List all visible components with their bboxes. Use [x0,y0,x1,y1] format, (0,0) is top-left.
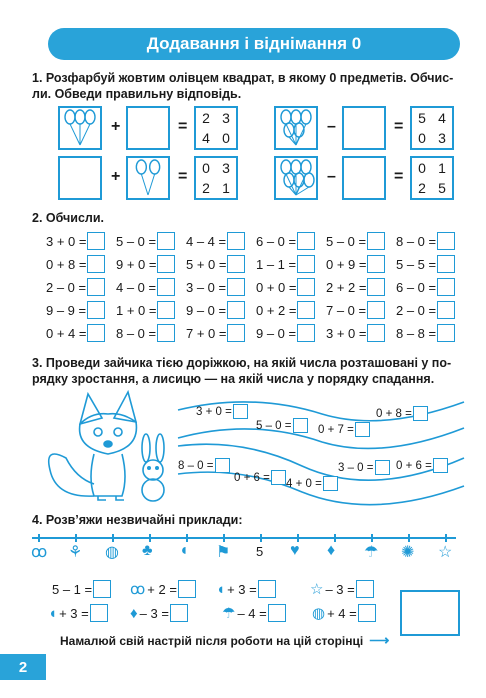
task1-answer-option[interactable]: 0 [418,130,426,146]
task2-example [396,255,455,273]
task3-expression: 3 – 0 = [338,461,374,474]
task2-expression: 0 + 9 = [326,256,367,272]
task3-expression: 0 + 8 = [376,407,412,420]
task1-answer-box [410,156,454,200]
task3-expression: 4 + 0 = [286,477,322,490]
number-line-tick [371,534,373,542]
task1-answer-option[interactable]: 0 [222,130,230,146]
task2-expression: 0 + 2 = [256,302,297,318]
task2-example [256,301,315,319]
task2-expression: 0 + 8 = [46,256,87,272]
task4-example [312,604,376,622]
task2-example [186,255,245,273]
task2-expression: 2 – 0 = [46,279,87,295]
task1-right-box[interactable] [342,156,386,200]
task2-answer-box[interactable] [367,301,385,319]
task2-example [46,278,105,296]
task1-answer-option[interactable]: 1 [222,180,230,196]
task3-answer-box[interactable] [375,460,390,475]
page-number [0,654,46,680]
task2-answer-box[interactable] [227,324,245,342]
task4-expression: – 4 = [237,605,267,621]
task2-answer-box[interactable] [227,301,245,319]
task1-answer-option[interactable]: 0 [418,160,426,176]
fox-and-bunny-illustration [36,388,186,506]
task2-answer-box[interactable] [157,278,175,296]
task1-operator: – [327,168,336,185]
task1-answer-option[interactable]: 3 [438,130,446,146]
task2-answer-box[interactable] [157,301,175,319]
task2-answer-box[interactable] [227,255,245,273]
task3-answer-box[interactable] [323,476,338,491]
task2-expression: 7 – 0 = [326,302,367,318]
task4-answer-box[interactable] [170,604,188,622]
task1-equals: = [178,118,188,135]
ladybug-icon: ✺ [401,544,415,561]
task2-example [396,324,455,342]
task3-answer-box[interactable] [271,470,286,485]
number-line-tick [186,534,188,542]
task2-answer-box[interactable] [87,301,105,319]
task2-answer-box[interactable] [87,278,105,296]
task2-expression: 9 – 9 = [46,302,87,318]
task2-answer-box[interactable] [87,232,105,250]
task3-answer-box[interactable] [413,406,428,421]
task2-answer-box[interactable] [157,324,175,342]
task2-answer-box[interactable] [367,324,385,342]
task2-example [46,255,105,273]
task2-example [326,278,385,296]
task1-operator: + [111,168,121,185]
task2-answer-box[interactable] [367,278,385,296]
number-line-label: 5 [256,544,264,559]
task4-example [216,580,276,598]
task2-expression: 8 – 0 = [116,325,157,341]
task3-path1-example [196,404,248,419]
task3-path1-example [256,418,308,433]
mood-drawing-box[interactable] [400,590,460,636]
task3-instruction [32,355,472,387]
task2-expression: 5 + 0 = [186,256,227,272]
task2-expression: 9 – 0 = [256,325,297,341]
task4-instruction: 4. Розв’яжи незвичайні приклади: [32,513,243,527]
task4-example [52,580,111,598]
task2-expression: 8 – 8 = [396,325,437,341]
task3-expression: 8 – 0 = [178,459,214,472]
task3-expression: 3 + 0 = [196,405,232,418]
task4-answer-box[interactable] [268,604,286,622]
task2-answer-box[interactable] [367,255,385,273]
mushroom-icon: ☂ [222,605,236,622]
task1-operator: + [111,118,121,135]
bunny-icon [142,434,164,501]
flag-icon: ⚑ [216,544,231,561]
task2-example [396,278,455,296]
task2-example [46,301,105,319]
heart-icon: ♥ [290,542,300,559]
task3-answer-box[interactable] [215,458,230,473]
task3-path1-example [376,406,428,421]
task4-example [130,580,196,598]
number-line-tick [112,534,114,542]
strawberry-icon: ♦ [130,604,138,622]
page-number-text: 2 [18,658,28,676]
page-title [48,28,460,60]
task2-expression: 4 – 0 = [116,279,157,295]
task2-example [116,255,175,273]
task2-answer-box[interactable] [157,232,175,250]
clover-icon: ♣ [142,542,153,559]
task3-answer-box[interactable] [293,418,308,433]
task1-answer-option[interactable]: 0 [202,160,210,176]
task3-expression: 0 + 6 = [234,471,270,484]
task2-expression: 5 – 0 = [326,233,367,249]
task2-answer-box[interactable] [367,232,385,250]
mushroom-icon: ☂ [364,544,379,561]
task1-answer-option[interactable]: 5 [438,180,446,196]
cherry-icon: ꝏ [31,544,48,561]
balloons-icon [128,158,168,198]
task3-expression: 0 + 6 = [396,459,432,472]
task1-instruction [32,70,472,102]
number-line-tick [408,534,410,542]
task2-expression: 7 + 0 = [186,325,227,341]
pear-icon: ◖ [216,580,226,598]
task3-answer-box[interactable] [233,404,248,419]
task2-example [186,278,245,296]
task2-answer-box[interactable] [297,255,315,273]
task1-answer-option[interactable]: 4 [438,110,446,126]
task2-example [256,324,315,342]
pear-icon: ◖ [48,604,58,622]
task2-answer-box[interactable] [87,324,105,342]
task2-expression: 4 – 4 = [186,233,227,249]
task3-answer-box[interactable] [433,458,448,473]
number-line-tick [223,534,225,542]
task1-answer-option[interactable]: 2 [202,110,210,126]
apple-icon: ◍ [105,544,119,561]
task2-expression: 6 – 0 = [396,279,437,295]
task1-answer-option[interactable]: 4 [202,130,210,146]
task2-example [116,232,175,250]
task2-expression: 5 – 0 = [116,233,157,249]
task2-example [256,255,315,273]
task3-answer-box[interactable] [355,422,370,437]
task2-example [256,278,315,296]
task1-answer-option[interactable]: 1 [438,160,446,176]
task1-answer-box [194,106,238,150]
task2-expression: 9 + 0 = [116,256,157,272]
task3-path2-example [178,458,230,473]
mood-text-row [60,632,389,649]
number-line-tick [445,534,447,542]
apple-icon: ◍ [312,605,326,622]
task2-answer-box[interactable] [437,278,455,296]
task1-equals: = [394,118,404,135]
number-line-tick [149,534,151,542]
task4-answer-box[interactable] [93,580,111,598]
task2-example [186,301,245,319]
task2-example [256,232,315,250]
task2-expression: 2 + 2 = [326,279,367,295]
task2-expression: 3 – 0 = [186,279,227,295]
task2-answer-box[interactable] [297,301,315,319]
task2-expression: 2 – 0 = [396,302,437,318]
number-line-tick [75,534,77,542]
task3-path2-example [234,470,286,485]
task2-expression: 8 – 0 = [396,233,437,249]
task2-example [186,232,245,250]
task1-right-box[interactable] [342,106,386,150]
task2-expression: 9 – 0 = [186,302,227,318]
tulip-icon: ⚘ [68,544,83,561]
task2-example [186,324,245,342]
task1-answer-option[interactable]: 5 [418,110,426,126]
task4-expression: + 2 = [147,581,177,597]
task2-expression: 1 – 1 = [256,256,297,272]
task2-example [396,232,455,250]
balloons-icon [276,108,316,148]
task2-example [116,278,175,296]
task2-example [46,232,105,250]
task3-expression: 0 + 7 = [318,423,354,436]
number-line-tick [260,534,262,542]
task2-answer-box[interactable] [297,278,315,296]
task1-left-box[interactable] [58,156,102,200]
number-line-tick [297,534,299,542]
task2-answer-box[interactable] [437,301,455,319]
task1-operator: – [327,118,336,135]
task4-answer-box[interactable] [356,580,374,598]
task1-equals: = [178,168,188,185]
task1-answer-box [194,156,238,200]
task1-answer-box [410,106,454,150]
task2-example [396,301,455,319]
task1-answer-option[interactable]: 2 [202,180,210,196]
task2-expression: 1 + 0 = [116,302,157,318]
star-icon: ☆ [438,544,453,561]
balloons-icon [276,158,316,198]
task1-left-box[interactable] [274,156,318,200]
task2-example [326,255,385,273]
task2-expression: 0 + 4 = [46,325,87,341]
task4-example [310,580,374,598]
task2-example [116,324,175,342]
task3-expression: 5 – 0 = [256,419,292,432]
task1-right-box[interactable] [126,106,170,150]
task4-example [48,604,108,622]
task4-example [222,604,286,622]
mood-text: Намалюй свій настрій після роботи на цій сторінці [60,633,364,648]
task2-example [326,301,385,319]
task1-left-box[interactable] [274,106,318,150]
arrow-right-icon: ⟶ [369,632,390,648]
task2-answer-box[interactable] [437,232,455,250]
task4-answer-box[interactable] [90,604,108,622]
task4-answer-box[interactable] [178,580,196,598]
task2-example [326,324,385,342]
task4-expression: + 3 = [227,581,257,597]
task2-answer-box[interactable] [437,255,455,273]
task1-line1: 1. Розфарбуй жовтим олівцем квадрат, в якому 0 предметів. Обчис- [32,71,454,85]
task2-expression: 3 + 0 = [46,233,87,249]
task1-line2: ли. Обведи правильну відповідь. [32,87,242,101]
task2-expression: 6 – 0 = [256,233,297,249]
task2-answer-box[interactable] [297,324,315,342]
task2-answer-box[interactable] [227,232,245,250]
task1-right-box[interactable] [126,156,170,200]
task4-answer-box[interactable] [358,604,376,622]
task4-example [130,604,188,622]
task3-path2-example [338,460,390,475]
task4-expression: 5 – 1 = [52,581,93,597]
task3-line1: 3. Проведи зайчика тією доріжкою, на якій числа розташовані у по- [32,356,452,370]
task1-answer-option[interactable]: 2 [418,180,426,196]
task2-answer-box[interactable] [297,232,315,250]
task2-instruction: 2. Обчисли. [32,211,105,225]
cherry-icon: ꝏ [130,581,146,598]
strawberry-icon: ♦ [327,542,336,559]
task2-answer-box[interactable] [87,255,105,273]
pear-icon: ◖ [179,542,189,559]
task2-example [326,232,385,250]
task4-answer-box[interactable] [258,580,276,598]
task1-answer-option[interactable]: 3 [222,160,230,176]
page-title-text: Додавання і віднімання 0 [146,34,362,53]
balloons-icon [60,108,100,148]
task1-left-box[interactable] [58,106,102,150]
task2-answer-box[interactable] [437,324,455,342]
task2-expression: 3 + 0 = [326,325,367,341]
task3-path1-example [318,422,370,437]
task3-line2: рядку зростання, а лисицю — на якій числа у порядку спадання. [32,372,435,386]
task2-answer-box[interactable] [157,255,175,273]
star-icon: ☆ [310,581,324,598]
number-line-tick [334,534,336,542]
task3-path2-example [286,476,338,491]
task4-expression: + 3 = [59,605,89,621]
task1-answer-option[interactable]: 3 [222,110,230,126]
number-line [32,530,456,570]
fox-icon [49,392,137,500]
task4-expression: + 4 = [327,605,357,621]
task4-expression: – 3 = [325,581,355,597]
task3-path2-example [396,458,448,473]
task2-answer-box[interactable] [227,278,245,296]
task4-expression: – 3 = [139,605,169,621]
task2-expression: 5 – 5 = [396,256,437,272]
task2-expression: 0 + 0 = [256,279,297,295]
task2-example [116,301,175,319]
task1-equals: = [394,168,404,185]
number-line-tick [38,534,40,542]
task2-example [46,324,105,342]
